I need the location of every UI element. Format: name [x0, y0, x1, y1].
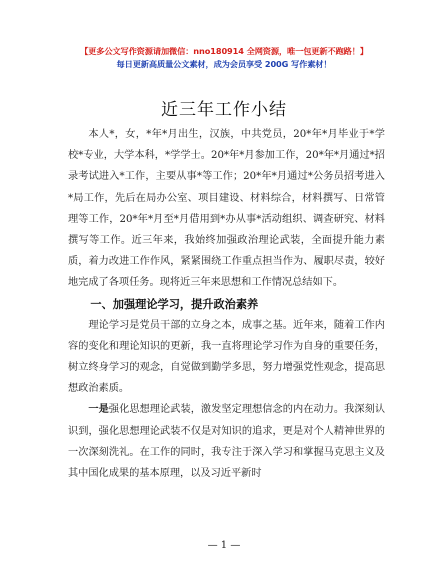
document-body [68, 124, 385, 484]
page-number: — 1 — [207, 540, 241, 551]
point-lead: 一是 [88, 404, 109, 416]
intro-paragraph: 本人*，女，*年*月出生，汉族，中共党员，20*年*月毕业于*学校*专业，大学本科，*学学士。20*年*月参加工作，20*年*月通过*招录考试进入*工作，主要从事*等工作；20*年*月通过*公务员招考进入*局工作，先后在局办公室、项目建设、材料综合，材料撰写、日常管理等工作，20*年*月至*月借用到*办从事*活动组织、调查研究、材料撰写等工作。近三年来，我始终加强政治理论武装，全面提升能力素质，着力改进工作作风，紧紧围绕工作重点担当作为、履职尽责，较好地完成了各项任务。现将近三年来思想和工作情况总结如下。 [68, 129, 385, 289]
section-heading: 一、加强理论学习，提升政治素养 [90, 297, 259, 311]
document-title: 近三年工作小结 [161, 100, 287, 120]
point-text: 强化思想理论武装，激发坚定理想信念的内在动力。我深刻认识到，强化思想理论武装不仅是对知识的追求，更是对个人精神世界的一次深刻洗礼。在工作的同时，我专注于深入学习和掌握马克思主义及其中国化成果的基本原理，以及习近平新时 [68, 404, 386, 480]
promo-banner-line2: 每日更新高质量公文素材，成为会员享受 200G 写作素材！ [116, 59, 332, 69]
promo-banner-line1: 【更多公文写作资源请加微信：nno180914 全网资源，唯一包更新不跑路！】 [80, 46, 368, 56]
section-paragraph: 理论学习是党员干部的立身之本，成事之基。近年来，随着工作内容的变化和理论知识的更新，我一直将理论学习作为自身的重要任务，树立终身学习的观念，自觉做到勤学多思，努力增强党性观念，提高思想政治素质。 [68, 319, 385, 395]
point-paragraph [68, 399, 385, 484]
